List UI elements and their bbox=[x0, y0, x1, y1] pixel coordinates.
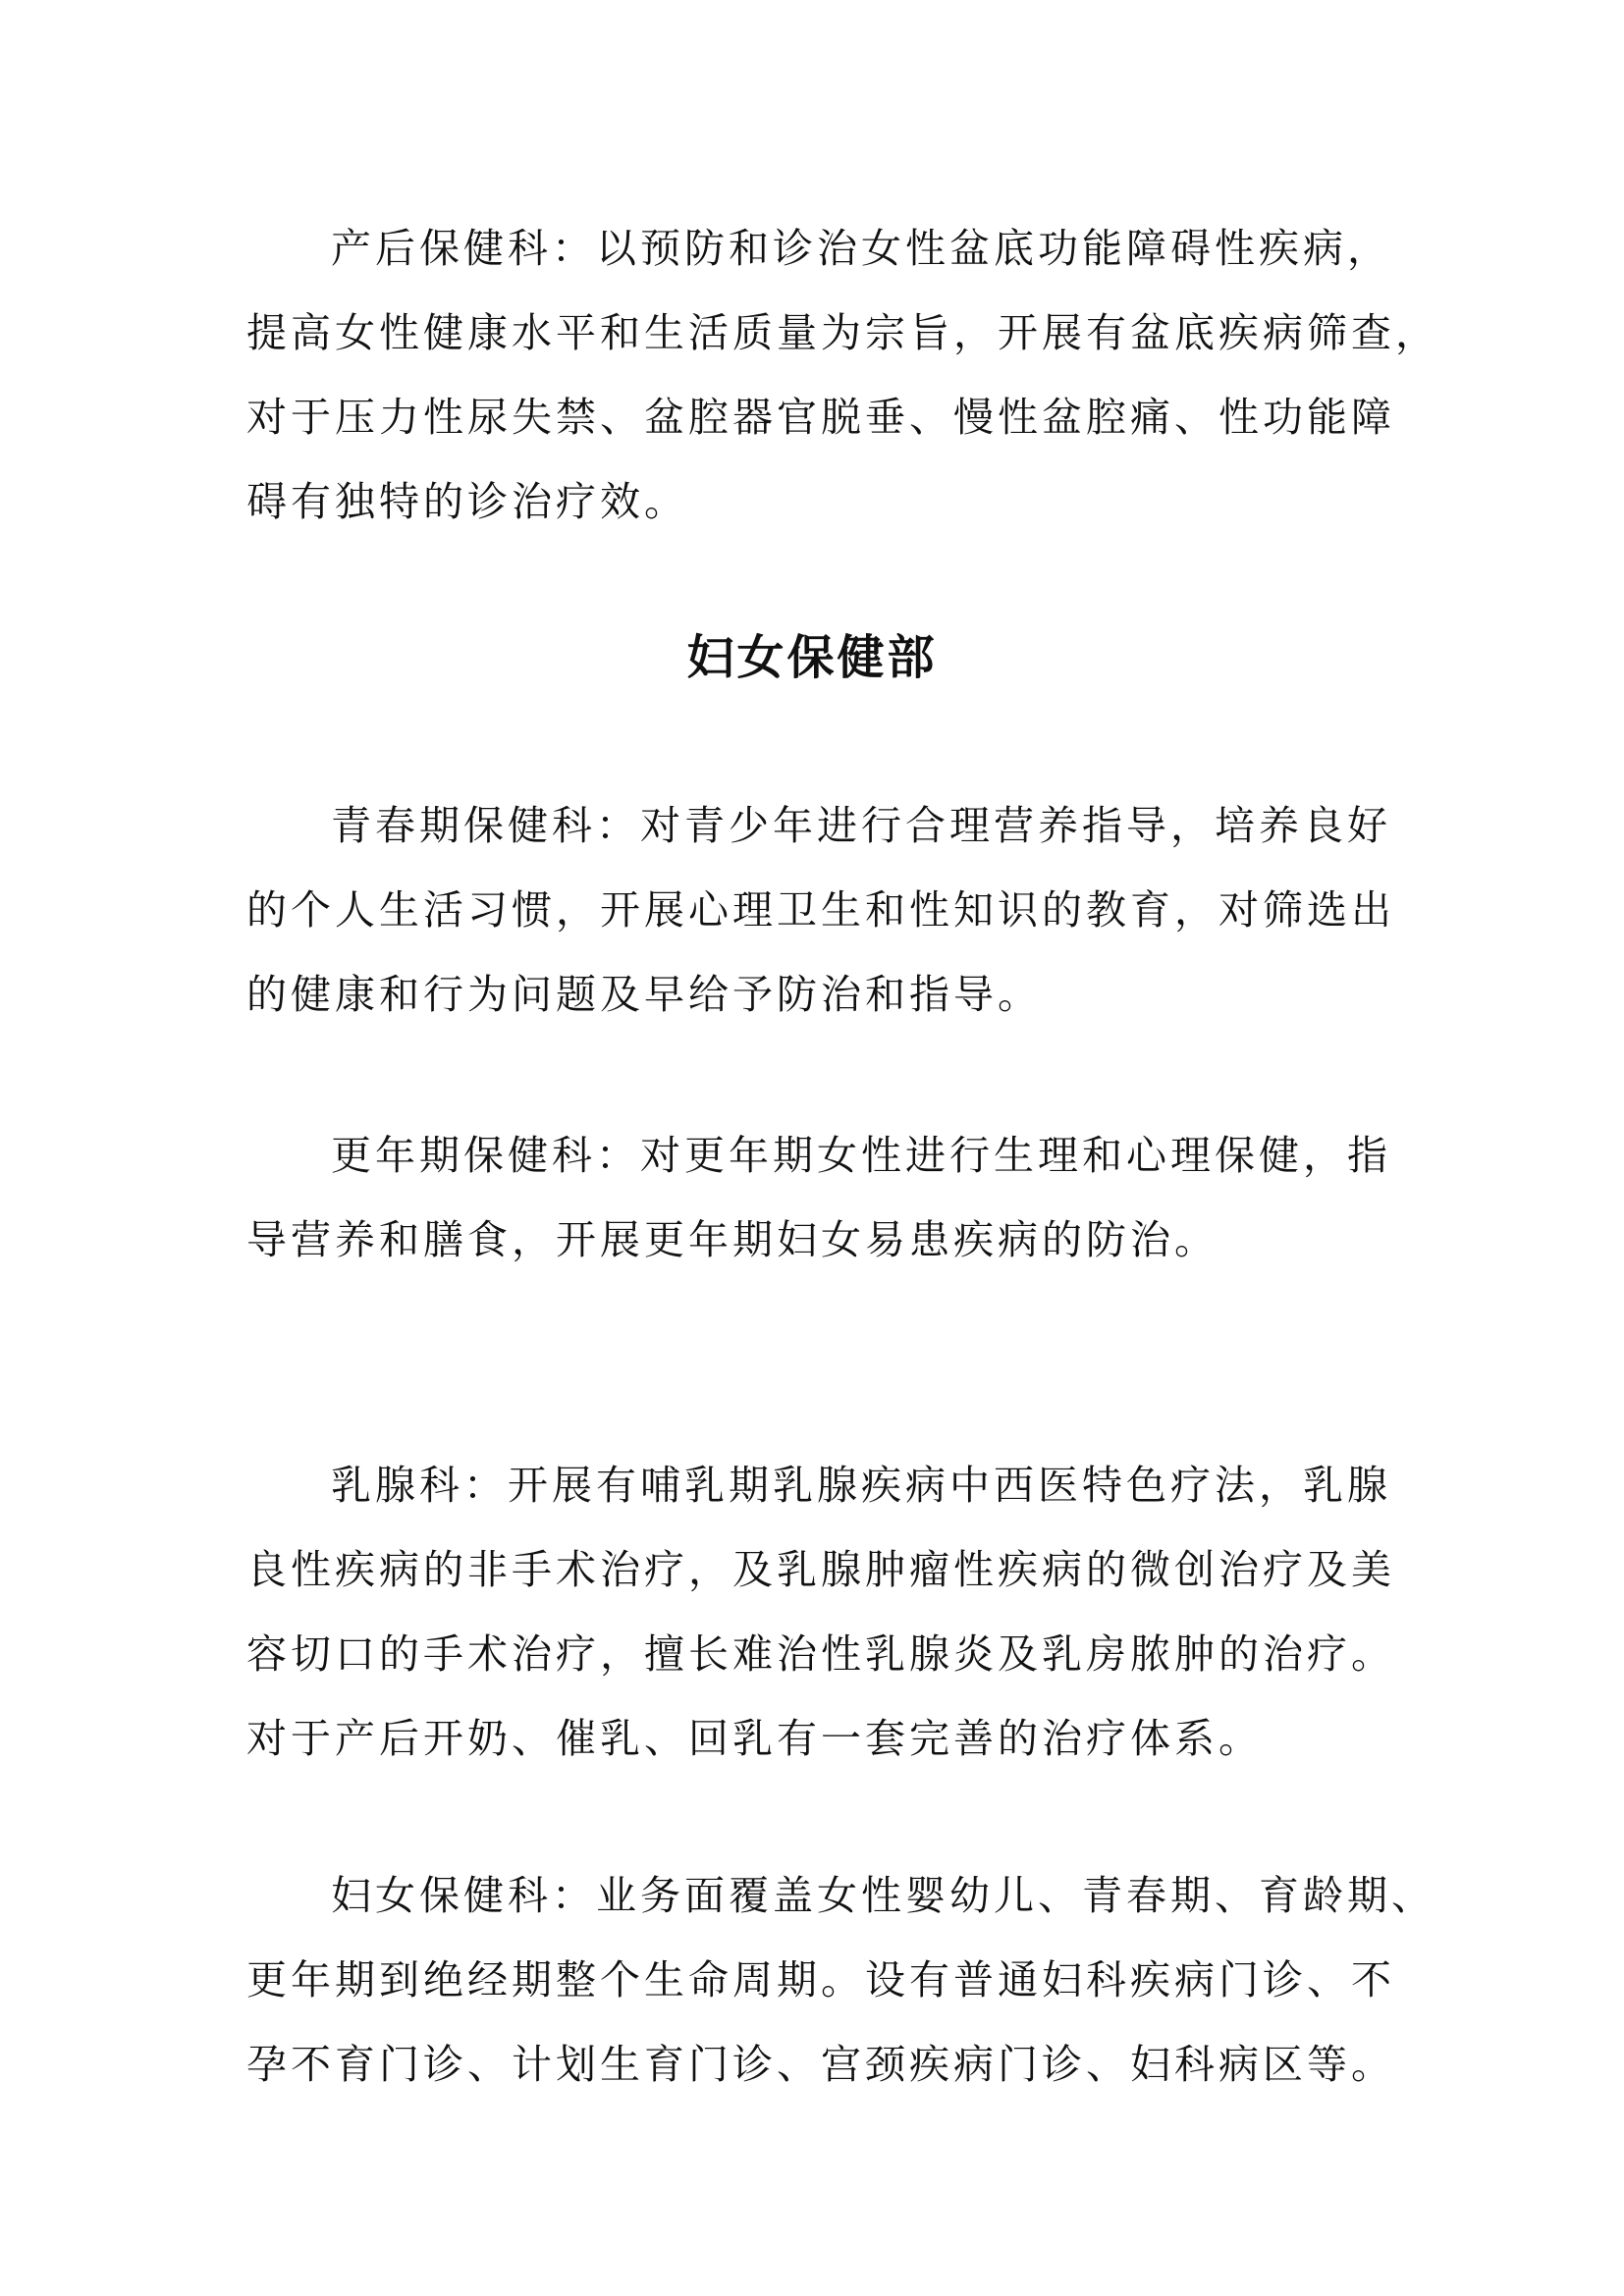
paragraph-line: 妇女保健科：业务面覆盖女性婴幼儿、青春期、育龄期、 bbox=[331, 1872, 1435, 1919]
paragraph-line: 碍有独特的诊治疗效。 bbox=[246, 478, 688, 525]
section-heading: 妇女保健部 bbox=[686, 630, 938, 685]
paragraph-line: 对于压力性尿失禁、盆腔器官脱垂、慢性盆腔痛、性功能障 bbox=[246, 394, 1395, 441]
paragraph-line: 提高女性健康水平和生活质量为宗旨，开展有盆底疾病筛查， bbox=[246, 309, 1439, 356]
paragraph-menopause-care bbox=[246, 1113, 1395, 1282]
paragraph-line: 孕不育门诊、计划生育门诊、宫颈疾病门诊、妇科病区等。 bbox=[246, 2041, 1395, 2088]
paragraph-line: 青春期保健科：对青少年进行合理营养指导，培养良好 bbox=[331, 802, 1391, 849]
paragraph-line: 容切口的手术治疗，擅长难治性乳腺炎及乳房脓肿的治疗。 bbox=[246, 1630, 1395, 1678]
paragraph-line: 产后保健科：以预防和诊治女性盆底功能障碍性疾病， bbox=[331, 225, 1391, 272]
paragraph-line: 导营养和膳食，开展更年期妇女易患疾病的防治。 bbox=[246, 1216, 1218, 1263]
paragraph-breast-department bbox=[246, 1443, 1395, 1781]
paragraph-line: 对于产后开奶、催乳、回乳有一套完善的治疗体系。 bbox=[246, 1715, 1263, 1762]
paragraph-line: 更年期保健科：对更年期女性进行生理和心理保健，指 bbox=[331, 1132, 1391, 1179]
paragraph-postpartum-care bbox=[246, 206, 1439, 544]
paragraph-line: 的个人生活习惯，开展心理卫生和性知识的教育，对筛选出 bbox=[246, 886, 1395, 934]
paragraph-line: 良性疾病的非手术治疗，及乳腺肿瘤性疾病的微创治疗及美 bbox=[246, 1546, 1395, 1593]
paragraph-line: 乳腺科：开展有哺乳期乳腺疾病中西医特色疗法，乳腺 bbox=[331, 1462, 1391, 1509]
paragraph-women-care bbox=[246, 1853, 1435, 2107]
paragraph-adolescence-care bbox=[246, 783, 1395, 1037]
paragraph-line: 更年期到绝经期整个生命周期。设有普通妇科疾病门诊、不 bbox=[246, 1956, 1395, 2003]
paragraph-line: 的健康和行为问题及早给予防治和指导。 bbox=[246, 971, 1042, 1018]
